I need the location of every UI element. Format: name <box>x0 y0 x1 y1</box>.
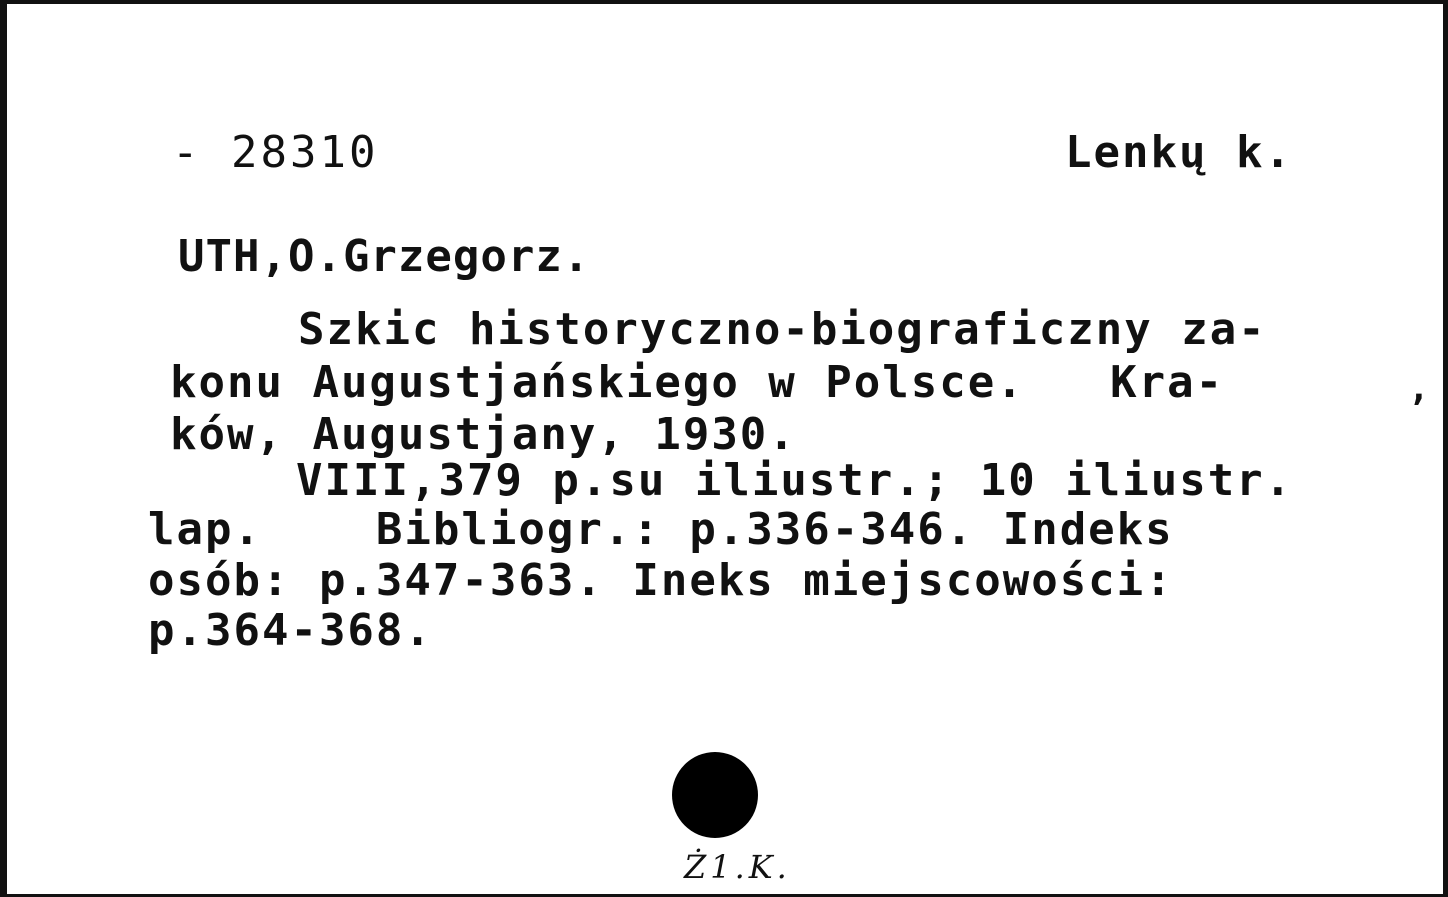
stray-mark: , <box>1408 368 1430 409</box>
card-edge-top <box>0 0 1448 4</box>
title-line-3: ków, Augustjany, 1930. <box>170 409 797 460</box>
card-edge-right <box>1443 0 1448 897</box>
location-label: Lenkų k. <box>1065 127 1293 178</box>
collation-line-4: p.364-368. <box>148 605 433 656</box>
collation-line-1: VIII,379 p.su iliustr.; 10 iliustr. <box>296 455 1294 506</box>
handwritten-note: Ż1.K. <box>684 848 791 886</box>
author-heading: UTH,O.Grzegorz. <box>178 231 591 282</box>
title-line-2: konu Augustjańskiego w Polsce. Kra- <box>170 357 1225 408</box>
collation-line-3: osób: p.347-363. Ineks miejscowości: <box>148 555 1174 606</box>
call-number: - 28310 <box>172 127 379 178</box>
card-edge-left <box>0 0 7 897</box>
punch-hole <box>672 752 758 838</box>
collation-line-2: lap. Bibliogr.: p.336-346. Indeks <box>148 504 1174 555</box>
title-line-1: Szkic historyczno-biograficzny za- <box>298 304 1267 355</box>
